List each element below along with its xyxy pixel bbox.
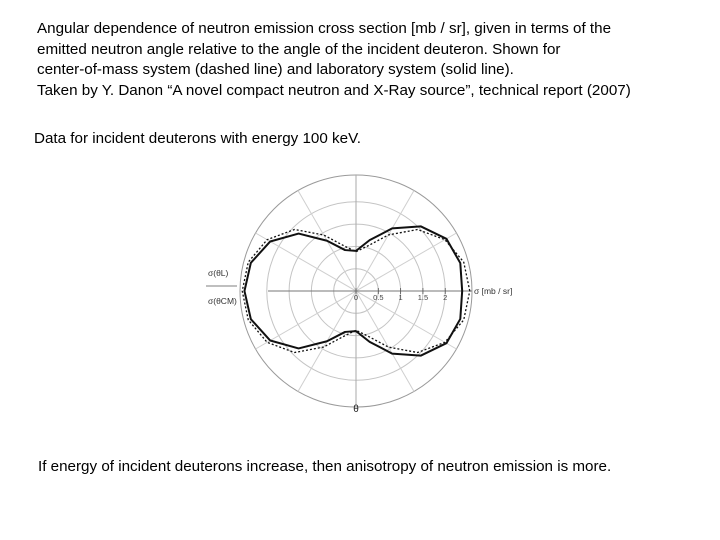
radial-tick-label: 0 (353, 293, 359, 302)
legend-numerator: σ(θL) (208, 268, 229, 278)
radial-tick-label: 1.5 (417, 293, 429, 302)
intro-line: Taken by Y. Danon “A novel compact neutron and X-Ray source”, technical report (2007) (37, 81, 631, 99)
legend-denominator: σ(θCM) (208, 296, 237, 306)
radial-tick-label: 2 (443, 293, 448, 302)
angle-axis-label: θ (353, 404, 359, 415)
polar-grid (240, 175, 472, 407)
radial-tick-label: 1 (398, 293, 403, 302)
intro-line: center-of-mass system (dashed line) and laboratory system (solid line). (37, 61, 514, 78)
radial-tick-label: 0.5 (373, 293, 384, 302)
energy-note: Data for incident deuterons with energy 100 keV. (34, 130, 362, 147)
intro-line: Angular dependence of neutron emission cross section [mb / sr], given in terms of the (37, 20, 612, 37)
conclusion-text: If energy of incident deuterons increase, then anisotropy of neutron emission is more. (38, 458, 612, 475)
intro-line: emitted neutron angle relative to the angle of the incident deuteron. Shown for (37, 40, 561, 58)
radial-axis-label: σ [mb / sr] (474, 286, 513, 296)
